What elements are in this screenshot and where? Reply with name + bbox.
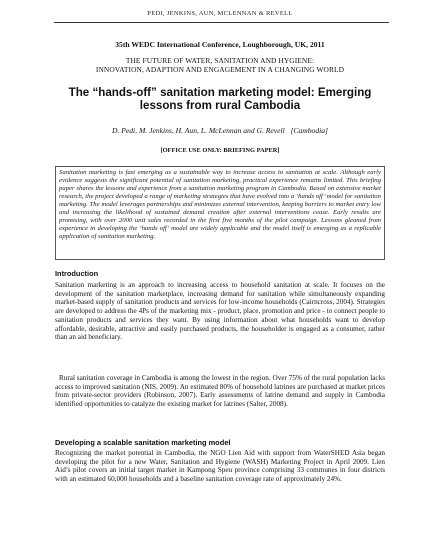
section-heading-developing: Developing a scalable sanitation marketing model [55,438,231,447]
authors-line: D. Pedi, M. Jenkins, H. Aun, L. McLennan and G. Revell [Cambodia] [111,126,329,135]
title-line-1: The “hands-off” sanitation marketing model: Emerging [68,86,372,99]
abstract-box: Sanitation marketing is fast emerging as a sustainable way to increase access to sanitation at scale. Although early evidence suggests the significant potential of sanitation marketing, practical experience remains limited. This briefing paper shares the lessons and experience from a sanitation marketing program in Cambodia. Based on extensive market research, the project developed a range of marketing strategies that have evolved into a ‘hands off’ model for sanitation marketing. The model leverages partnerships and minimizes external intervention, keeping barriers to market entry low and increasing the likelihood of sustained demand creation after external interventions cease. Early results are promising, with over 2000 unit sales recorded in the first five months of the pilot campaign. Lessons gleaned from experience in developing the ‘hands off’ model are widely applicable and the model itself is emerging as a replicable application of sanitation marketing. [55,166,385,260]
intro-paragraph-2: Rural sanitation coverage in Cambodia is among the lowest in the region. Over 75% of the rural population lacks access to improved sanitation (NIS, 2009). An estimated 80% of household latrines are purchased at market prices from private-sector providers (Robinson, 2007). Early assessments of latrine demand and supply in Cambodia identified opportunities to catalyze the existing market for latrines (Salter, 2008). [55,374,385,409]
theme-line-1: THE FUTURE OF WATER, SANITATION AND HYGIENE: [125,56,315,65]
paper-title [0,86,440,112]
title-line-2: lessons from rural Cambodia [139,99,301,112]
running-head: PEDI, JENKINS, AUN, MCLENNAN & REVELL [147,10,293,17]
developing-paragraph-1: Recognizing the market potential in Cambodia, the NGO Lien Aid with support from WaterSHED Asia began developing the pilot for a new Water, Sanitation and Hygiene (WASH) Marketing Project in April 2009. Lien Aid’s pilot covers an initial target market in Kampong Speu province comprising 33 communes in four districts with an estimated 60,000 households and a baseline sanitation coverage rate of approximately 24%. [55,449,385,484]
header-rule [54,22,389,23]
office-use-label: [OFFICE USE ONLY: BRIEFING PAPER] [160,147,280,154]
conference-line: 35th WEDC International Conference, Loughborough, UK, 2011 [115,40,325,49]
intro-paragraph-1: Sanitation marketing is an approach to increasing access to household sanitation at scale. It focuses on the development of the sanitation marketplace, increasing demand for sanitation while simultaneously expanding market-based supply of sanitation products and services for low-income households (Cairncross, 2004). Strategies are developed to address the 4Ps of the marketing mix - product, place, promotion and price - to connect people to sanitation products and services they want. By using information about what households want to develop affordable, desirable, attractive and easily purchased products, the householder is engaged as a consumer, rather than an aid beneficiary. [55,281,385,342]
conference-theme [0,56,440,74]
section-heading-introduction: Introduction [55,269,99,278]
theme-line-2: INNOVATION, ADAPTION AND ENGAGEMENT IN A CHANGING WORLD [95,65,345,74]
